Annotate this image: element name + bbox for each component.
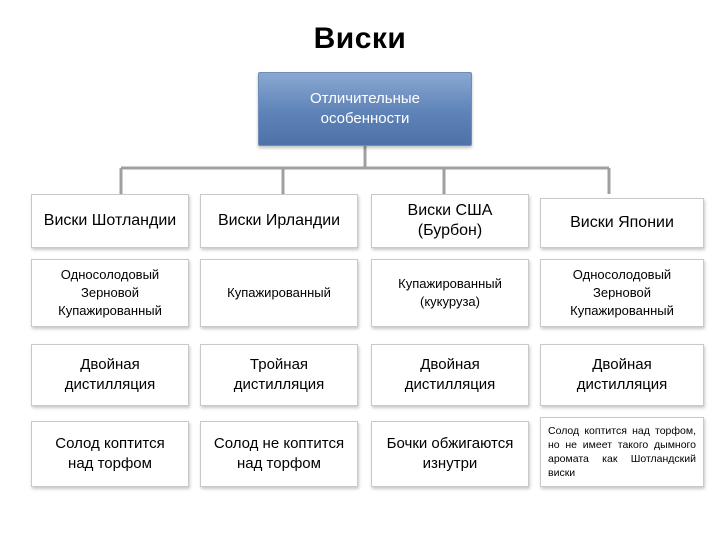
distillation-scotland: Двойная дистилляция [31,344,189,406]
root-node-label: Отличительные особенности [309,90,421,127]
feature-ireland: Солод не коптится над торфом [200,421,358,487]
heading-ireland: Виски Ирландии [200,194,358,248]
type-ireland: Купажированный [200,259,358,327]
type-usa: Купажированный (кукуруза) [371,259,529,327]
heading-japan: Виски Японии [540,198,704,248]
type-scotland: Односолодовый Зерновой Купажированный [31,259,189,327]
distillation-japan: Двойная дистилляция [540,344,704,406]
feature-japan: Солод коптится над торфом, но не имеет такого дымного аромата как Шотландский виски [540,417,704,487]
feature-usa: Бочки обжигаются изнутри [371,421,529,487]
feature-scotland: Солод коптится над торфом [31,421,189,487]
distillation-ireland: Тройная дистилляция [200,344,358,406]
diagram-title: Виски [313,22,407,55]
heading-usa: Виски США (Бурбон) [371,194,529,248]
root-node-distinguishing-features [258,72,472,146]
type-japan: Односолодовый Зерновой Купажированный [540,259,704,327]
heading-scotland: Виски Шотландии [31,194,189,248]
distillation-usa: Двойная дистилляция [371,344,529,406]
